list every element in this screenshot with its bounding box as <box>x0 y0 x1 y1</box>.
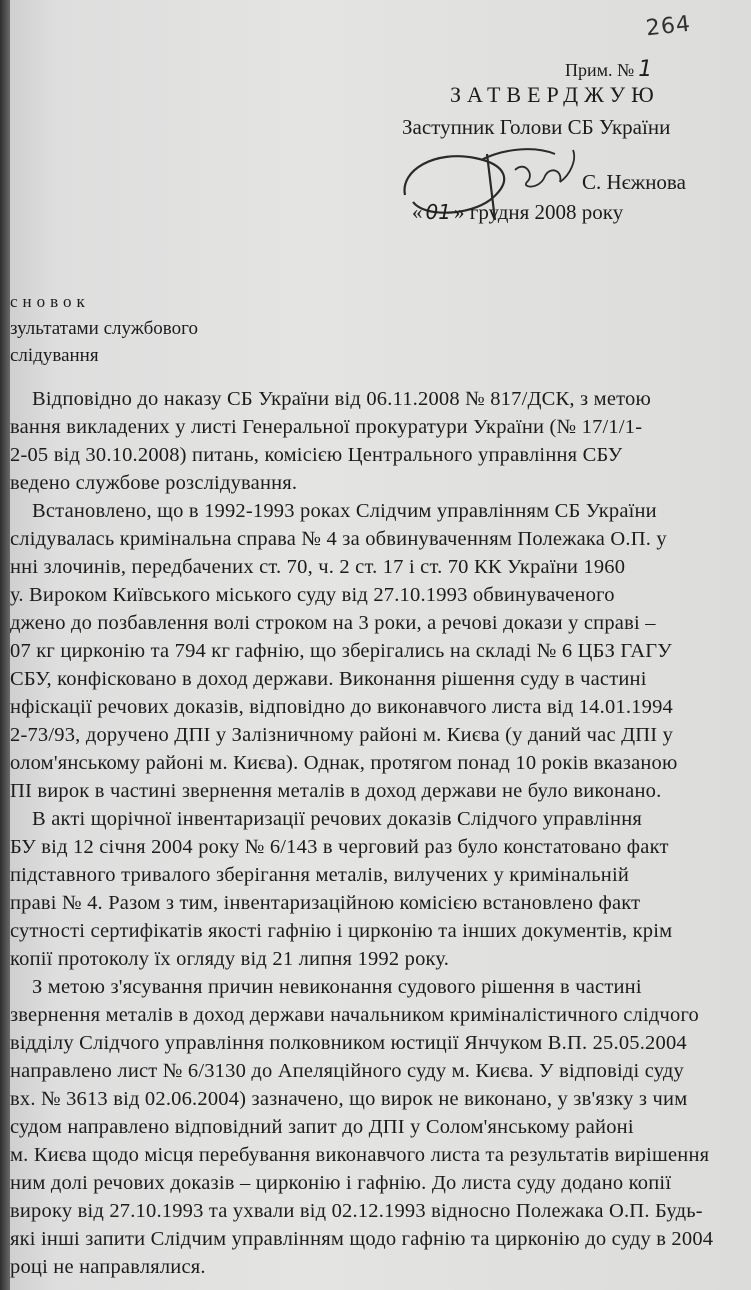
body-line: вироку від 27.10.1993 та ухвали від 02.12.1993 відносно Полежака О.П. Будь- <box>10 1200 703 1222</box>
body-line: відділу Слідчого управління полковником юстиції Янчуком В.П. 25.05.2004 <box>10 1032 687 1054</box>
page-edge-shadow <box>0 0 10 1290</box>
body-line: слідувалась кримінальна справа № 4 за обвинуваченням Полежака О.П. у <box>10 528 667 550</box>
appendix-number: 1 <box>638 57 653 82</box>
approver-name: С. Нєжнова <box>582 170 686 194</box>
date-close-quote: » <box>453 200 465 224</box>
heading-line-2: зультатами службового <box>10 318 198 339</box>
body-line: нні злочинів, передбачених ст. 70, ч. 2 ст. 17 і ст. 70 КК України 1960 <box>10 556 626 578</box>
body-line: олом'янському районі м. Києва). Однак, протягом понад 10 років вказаною <box>10 752 678 774</box>
body-line: направлено лист № 6/3130 до Апеляційного суду м. Києва. У відповіді суду <box>10 1060 684 1082</box>
body-line: БУ від 12 січня 2004 року № 6/143 в черговий раз було констатовано факт <box>10 836 669 858</box>
body-line: м. Києва щодо місця перебування виконавчого листа та результатів вирішення <box>10 1144 710 1166</box>
appendix-label <box>565 57 652 82</box>
body-line: СБУ, конфісковано в доход держави. Виконання рішення суду в частині <box>10 668 647 690</box>
date-month-year: грудня 2008 року <box>469 200 624 224</box>
date-open-quote: « <box>412 200 423 224</box>
body-line: ним долі речових доказів – цирконію і гафнію. До листа суду додано копії <box>10 1172 672 1194</box>
body-line: Відповідно до наказу СБ України від 06.11.2008 № 817/ДСК, з метою <box>32 388 651 410</box>
body-line: нфіскації речових доказів, відповідно до виконавчого листа від 14.01.1994 <box>10 696 673 718</box>
body-line: джено до позбавлення волі строком на 3 роки, а речові докази у справі – <box>10 612 656 634</box>
body-line: копії протоколу їх огляду від 21 липня 1992 року. <box>10 948 450 970</box>
body-line: у. Вироком Київського міського суду від 27.10.1993 обвинуваченого <box>10 584 615 606</box>
approval-title: ЗАТВЕРДЖУЮ <box>450 82 660 107</box>
date-day: 01 <box>425 200 451 224</box>
body-line: судом направлено відповідний запит до ДПІ у Солом'янському районі <box>10 1116 634 1138</box>
body-line: В акті щорічної інвентаризації речових доказів Слідчого управління <box>32 808 642 830</box>
heading-line-1: сновок <box>10 292 90 311</box>
body-line: 07 кг цирконію та 794 кг гафнію, що зберігались на складі № 6 ЦБЗ ГАГУ <box>10 640 672 662</box>
body-line: які інші запити Слідчим управлінням щодо гафнію та цирконію до суду в 2004 <box>10 1228 714 1250</box>
body-line: З метою з'ясування причин невиконання судового рішення в частині <box>32 976 642 998</box>
page-number: 264 <box>644 11 693 42</box>
approval-date <box>412 200 623 225</box>
approver-position: Заступник Голови СБ України <box>402 115 671 139</box>
document-heading <box>10 288 198 369</box>
body-line: вх. № 3613 від 02.06.2004) зазначено, що вирок не виконано, у зв'язку з чим <box>10 1088 688 1110</box>
body-line: сутності сертифікатів якості гафнію і цирконію та інших документів, крім <box>10 920 673 942</box>
body-line: підставного тривалого зберігання металів, вилучених у кримінальній <box>10 864 630 886</box>
body-line: 2-05 від 30.10.2008) питань, комісією Центрального управління СБУ <box>10 444 623 466</box>
body-line: Встановлено, що в 1992-1993 роках Слідчим управлінням СБ України <box>32 500 657 522</box>
document-page <box>10 0 751 1290</box>
body-line: ведено службове розслідування. <box>10 472 298 494</box>
appendix-label-text: Прим. № <box>565 60 635 80</box>
heading-line-3: слідування <box>10 345 99 366</box>
body-line: праві № 4. Разом з тим, інвентаризаційною комісією встановлено факт <box>10 892 641 914</box>
body-line: ПІ вирок в частині звернення металів в доход держави не було виконано. <box>10 780 662 802</box>
body-line: році не направлялися. <box>10 1256 206 1278</box>
body-line: 2-73/93, доручено ДПІ у Залізничному районі м. Києва (у даний час ДПІ у <box>10 724 674 746</box>
body-line: вання викладених у листі Генеральної прокуратури України (№ 17/1/1- <box>10 416 643 438</box>
body-line: звернення металів в доход держави начальником криміналістичного слідчого <box>10 1004 699 1026</box>
